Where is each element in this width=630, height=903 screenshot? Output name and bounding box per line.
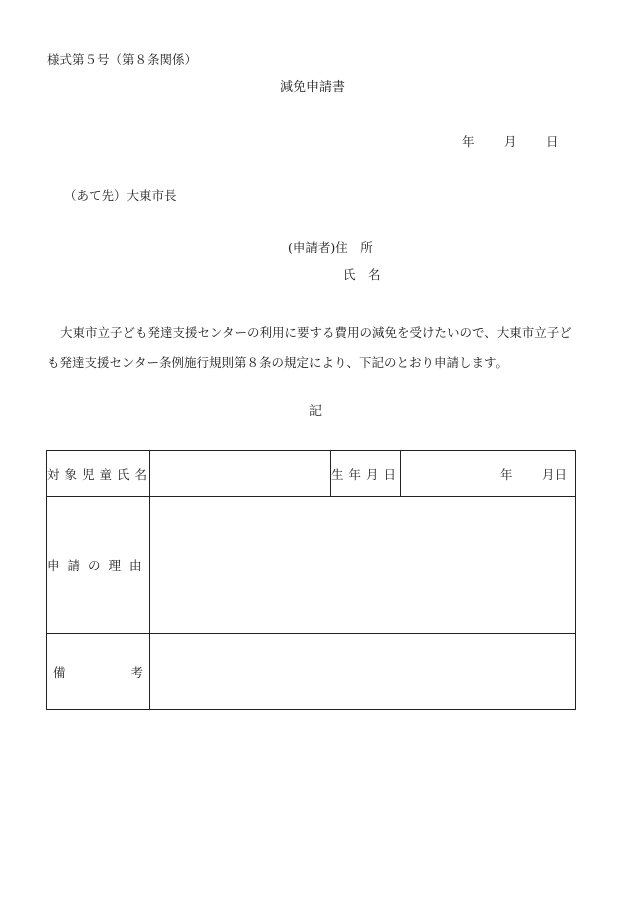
applicant-address-label: (申請者)住 所	[288, 240, 373, 255]
child-name-field[interactable]	[150, 451, 331, 497]
application-date	[462, 136, 559, 149]
addressee: （あて先）大東市長	[64, 188, 177, 203]
child-name-label: 対象児童氏名	[47, 451, 150, 497]
birth-date-label: 生年月日	[331, 451, 401, 497]
birth-date-units	[470, 467, 567, 482]
remarks-label-left: 備	[53, 664, 66, 680]
remarks-field[interactable]	[150, 634, 576, 710]
birth-year: 年	[499, 466, 513, 482]
remarks-label	[47, 634, 150, 710]
body-text: 大東市立子ども発達支援センターの利用に要する費用の減免を受けたいので、大東市立子ども発達支援センター条例施行規則第８条の規定により、下記のとおり申請します。	[47, 325, 572, 370]
birth-month: 月	[541, 466, 555, 482]
reason-field[interactable]	[150, 497, 576, 634]
reason-row	[47, 497, 576, 634]
applicant-name-label: 氏 名	[343, 267, 381, 282]
date-year: 年	[462, 134, 475, 149]
birth-day: 日	[554, 466, 567, 482]
application-form-table	[46, 450, 576, 710]
remarks-label-right: 考	[130, 664, 143, 680]
reason-label: 申請の理由	[47, 497, 150, 634]
document-title: 減免申請書	[280, 80, 346, 95]
ki-heading: 記	[309, 404, 323, 419]
date-day: 日	[546, 134, 559, 149]
child-row	[47, 451, 576, 497]
birth-date-field[interactable]	[401, 451, 576, 497]
remarks-row	[47, 634, 576, 710]
form-number: 様式第５号（第８条関係）	[47, 52, 198, 67]
date-month: 月	[504, 134, 517, 149]
